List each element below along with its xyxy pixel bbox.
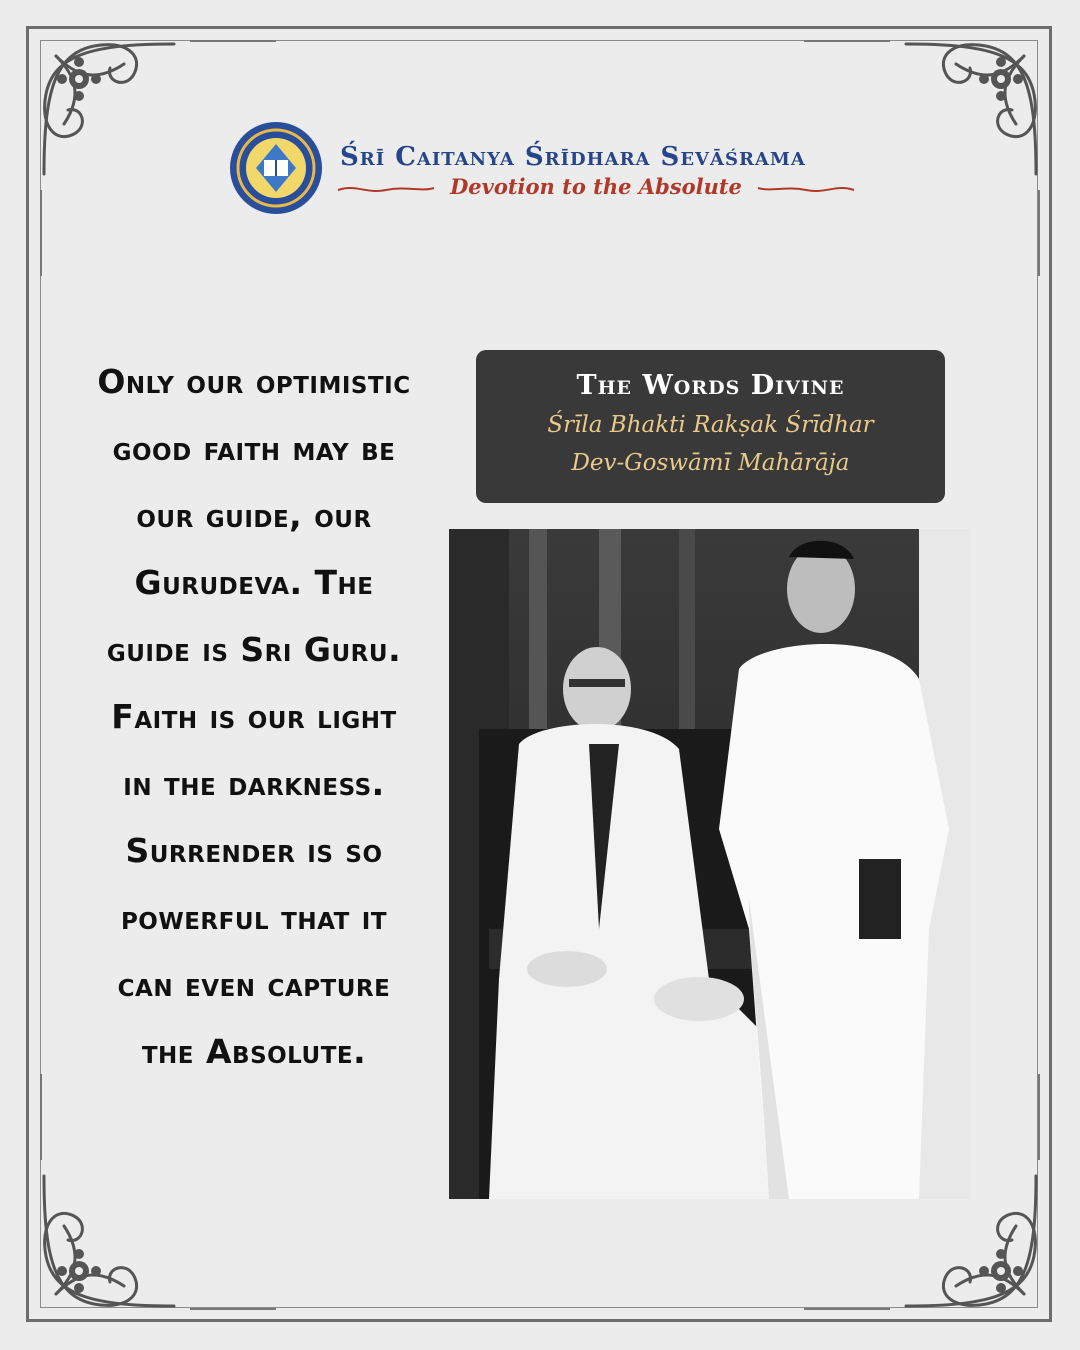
quote-text: [92, 348, 416, 1085]
quote-line: Faith is our light in the darkness.: [111, 697, 397, 803]
ornamental-corner-icon: [34, 34, 184, 184]
flourish-icon: [756, 182, 856, 196]
words-divine-box: [476, 350, 945, 503]
quote-line: Only our optimistic good faith may be our guide, our Gurudeva. The guide is Sri Guru.: [97, 362, 411, 669]
edge-ornament: [804, 1308, 890, 1310]
edge-ornament: [1038, 190, 1040, 276]
edge-ornament: [190, 1308, 276, 1310]
org-name: Śrī Caitanya Śrīdhara Sevāśrama: [340, 142, 806, 172]
tagline: Devotion to the Absolute: [450, 174, 742, 199]
logo-emblem-icon: [228, 120, 324, 216]
edge-ornament: [190, 40, 276, 42]
ornamental-corner-icon: [896, 34, 1046, 184]
tagline-row: [336, 174, 856, 204]
author-name-line-2: Dev-Goswāmī Mahārāja: [571, 450, 850, 476]
edge-ornament: [40, 190, 42, 276]
flourish-icon: [336, 182, 436, 196]
edge-ornament: [1038, 1074, 1040, 1160]
edge-ornament: [40, 1074, 42, 1160]
quote-line: Surrender is so powerful that it can even capture the Absolute.: [117, 831, 391, 1071]
author-name-line-1: Śrīla Bhakti Rakṣak Śrīdhar: [547, 412, 874, 438]
photo-illustration: [449, 529, 971, 1199]
edge-ornament: [804, 40, 890, 42]
portrait-photo: [449, 529, 971, 1199]
ornamental-corner-icon: [34, 1166, 184, 1316]
words-title: The Words Divine: [576, 370, 845, 401]
header: [228, 120, 858, 216]
